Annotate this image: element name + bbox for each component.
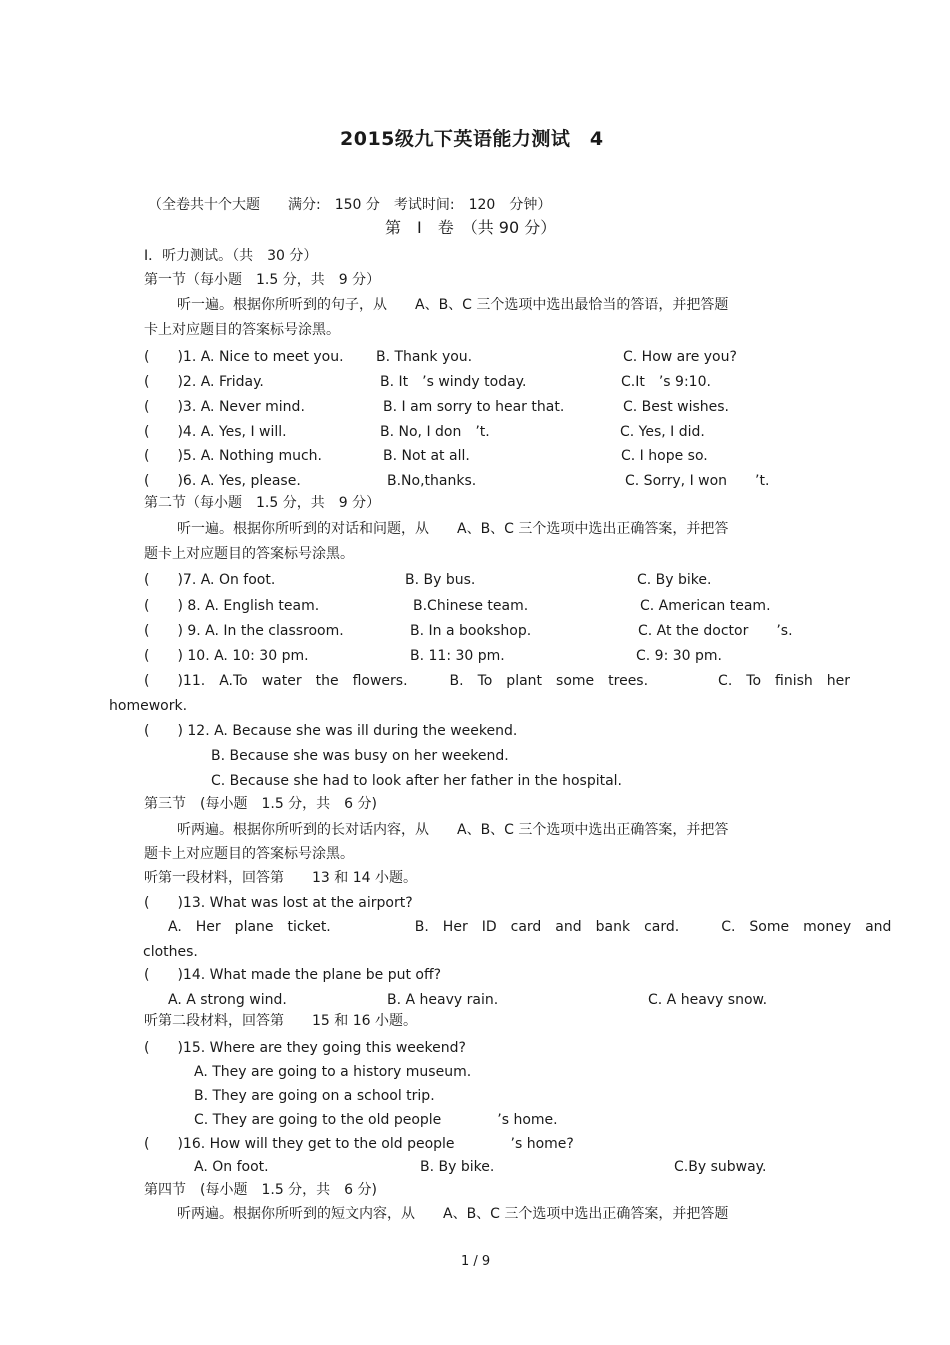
question-16-c: C.By subway. bbox=[674, 1159, 767, 1175]
passage-2-note: 听第二段材料，回答第 15 和 16 小题。 bbox=[144, 1013, 417, 1029]
question-7-b: B. By bus. bbox=[405, 572, 476, 588]
passage-1-note: 听第一段材料，回答第 13 和 14 小题。 bbox=[144, 870, 417, 886]
question-8: ( ) 8. A. English team. bbox=[144, 598, 320, 614]
sec3-instruction: 听两遍。根据你所听到的长对话内容，从 A、B、C 三个选项中选出正确答案，并把答 bbox=[177, 822, 729, 838]
question-1-c: C. How are you? bbox=[623, 349, 737, 365]
question-14: ( )14. What made the plane be put off? bbox=[144, 967, 442, 983]
question-6-c: C. Sorry, I won ’t. bbox=[625, 473, 770, 489]
volume-heading: 第 I 卷 （共 90 分） bbox=[385, 218, 557, 237]
question-13-options: A. Her plane ticket. B. Her ID card and bank card. C. Some money and bbox=[168, 919, 892, 935]
sec4-heading: 第四节 (每小题 1.5 分，共 6 分) bbox=[144, 1182, 377, 1198]
question-15-b: B. They are going on a school trip. bbox=[194, 1088, 435, 1104]
question-5: ( )5. A. Nothing much. bbox=[144, 448, 322, 464]
question-12: ( ) 12. A. Because she was ill during the weekend. bbox=[144, 723, 518, 739]
question-15-a: A. They are going to a history museum. bbox=[194, 1064, 472, 1080]
sec2-instruction: 听一遍。根据你所听到的对话和问题，从 A、B、C 三个选项中选出正确答案，并把答 bbox=[177, 521, 729, 537]
question-3-b: B. I am sorry to hear that. bbox=[383, 399, 565, 415]
question-5-c: C. I hope so. bbox=[621, 448, 708, 464]
question-14-c: C. A heavy snow. bbox=[648, 992, 768, 1008]
sec1-instruction-cont: 卡上对应题目的答案标号涂黑。 bbox=[144, 322, 340, 338]
question-14-b: B. A heavy rain. bbox=[387, 992, 499, 1008]
sec1-instruction: 听一遍。根据你所听到的句子，从 A、B、C 三个选项中选出最恰当的答语，并把答题 bbox=[177, 297, 729, 313]
question-9-b: B. In a bookshop. bbox=[410, 623, 532, 639]
question-4: ( )4. A. Yes, I will. bbox=[144, 424, 287, 440]
question-2: ( )2. A. Friday. bbox=[144, 374, 264, 390]
question-15: ( )15. Where are they going this weekend? bbox=[144, 1040, 466, 1056]
question-15-c: C. They are going to the old people ’s home. bbox=[194, 1112, 558, 1128]
question-10: ( ) 10. A. 10: 30 pm. bbox=[144, 648, 309, 664]
question-3: ( )3. A. Never mind. bbox=[144, 399, 305, 415]
question-16-a: A. On foot. bbox=[194, 1159, 269, 1175]
question-16-b: B. By bike. bbox=[420, 1159, 495, 1175]
question-6: ( )6. A. Yes, please. bbox=[144, 473, 301, 489]
question-16: ( )16. How will they get to the old people ’s home? bbox=[144, 1136, 574, 1152]
question-12-b: B. Because she was busy on her weekend. bbox=[211, 748, 509, 764]
question-13-cont: clothes. bbox=[143, 944, 198, 960]
question-1: ( )1. A. Nice to meet you. bbox=[144, 349, 344, 365]
question-5-b: B. Not at all. bbox=[383, 448, 470, 464]
sec3-instruction-cont: 题卡上对应题目的答案标号涂黑。 bbox=[144, 846, 354, 862]
question-8-c: C. American team. bbox=[640, 598, 771, 614]
sec4-instruction: 听两遍。根据你所听到的短文内容，从 A、B、C 三个选项中选出正确答案，并把答题 bbox=[177, 1206, 729, 1222]
question-6-b: B.No,thanks. bbox=[387, 473, 477, 489]
sec3-heading: 第三节 (每小题 1.5 分，共 6 分) bbox=[144, 796, 377, 812]
question-12-c: C. Because she had to look after her father in the hospital. bbox=[211, 773, 623, 789]
question-14-a: A. A strong wind. bbox=[168, 992, 287, 1008]
question-9-c: C. At the doctor ’s. bbox=[638, 623, 793, 639]
sec2-heading: 第二节（每小题 1.5 分，共 9 分） bbox=[144, 495, 381, 511]
page-number: 1 / 9 bbox=[461, 1254, 491, 1269]
question-7: ( )7. A. On foot. bbox=[144, 572, 276, 588]
sec1-heading: 第一节（每小题 1.5 分，共 9 分） bbox=[144, 272, 381, 288]
question-9: ( ) 9. A. In the classroom. bbox=[144, 623, 344, 639]
question-10-b: B. 11: 30 pm. bbox=[410, 648, 505, 664]
question-4-b: B. No, I don ’t. bbox=[380, 424, 490, 440]
question-10-c: C. 9: 30 pm. bbox=[636, 648, 722, 664]
question-3-c: C. Best wishes. bbox=[623, 399, 729, 415]
question-8-b: B.Chinese team. bbox=[413, 598, 529, 614]
question-11: ( )11. A.To water the flowers. B. To plant some trees. C. To finish her bbox=[144, 673, 851, 689]
question-1-b: B. Thank you. bbox=[376, 349, 473, 365]
part1-heading: I．听力测试。（共 30 分） bbox=[144, 248, 318, 264]
question-11-cont: homework. bbox=[109, 698, 188, 714]
sec2-instruction-cont: 题卡上对应题目的答案标号涂黑。 bbox=[144, 546, 354, 562]
question-13: ( )13. What was lost at the airport? bbox=[144, 895, 413, 911]
page-title: 2015级九下英语能力测试 4 bbox=[340, 128, 604, 150]
question-2-b: B. It ’s windy today. bbox=[380, 374, 527, 390]
question-7-c: C. By bike. bbox=[637, 572, 712, 588]
question-2-c: C.It ’s 9:10. bbox=[621, 374, 711, 390]
exam-info: （全卷共十个大题 满分: 150 分 考试时间: 120 分钟） bbox=[148, 197, 552, 213]
question-4-c: C. Yes, I did. bbox=[620, 424, 705, 440]
